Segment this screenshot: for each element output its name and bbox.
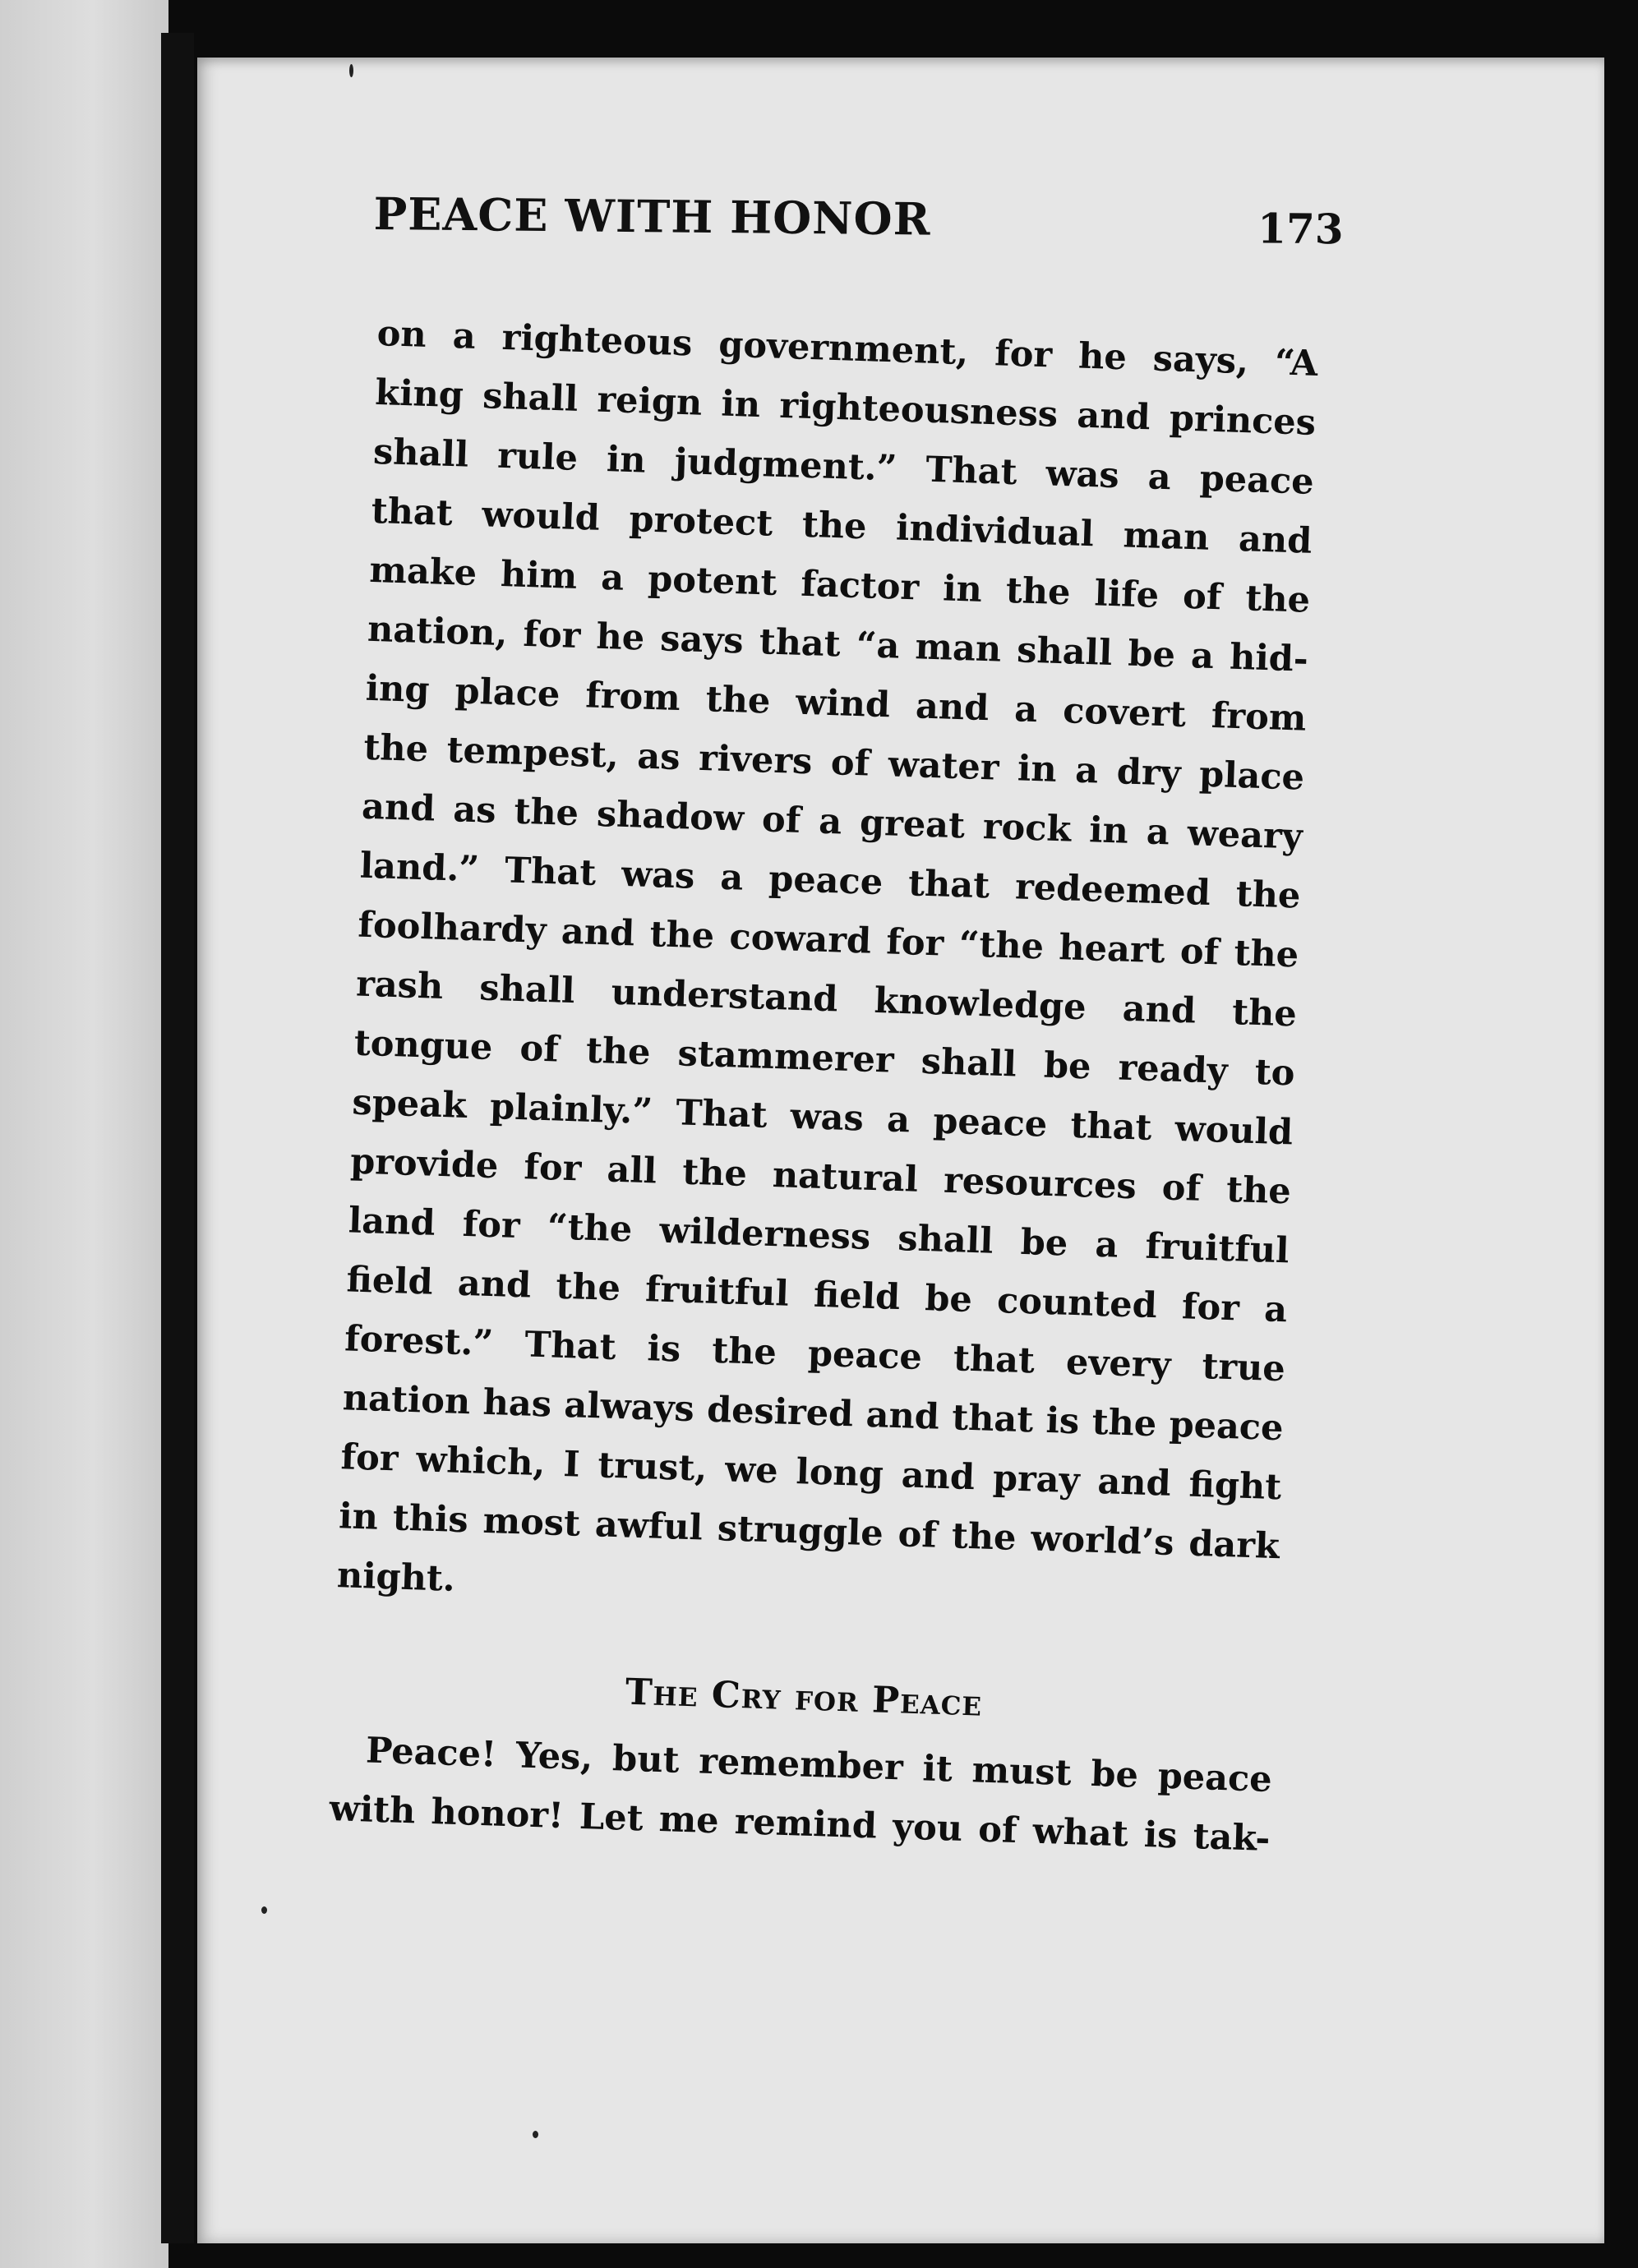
text-line: speak plainly.” That was a peace that would xyxy=(351,1081,1294,1154)
paragraph-1 xyxy=(336,304,1319,1635)
page-number: 173 xyxy=(1257,204,1344,254)
text-line: land for “the wilderness shall be a fruitful xyxy=(348,1200,1290,1272)
text-line: rash shall understand knowledge and the xyxy=(355,963,1298,1035)
text-line: and as the shadow of a great rock in a weary xyxy=(361,786,1303,858)
text-line: field and the fruitful field be counted for a xyxy=(345,1259,1288,1331)
scan-speck xyxy=(349,64,353,77)
text-line: the tempest, as rivers of water in a dry place xyxy=(362,726,1305,799)
text-line: foolhardy and the coward for “the heart of the xyxy=(357,904,1299,976)
text-line: in this most awful struggle of the world’s dark xyxy=(338,1496,1280,1568)
left-page-edge xyxy=(0,0,168,2268)
text-line: Peace! Yes, but remember it must be peace xyxy=(365,1730,1273,1801)
text-line: on a righteous government, for he says, “A xyxy=(376,312,1319,385)
text-line: provide for all the natural resources of the xyxy=(349,1141,1292,1213)
scan-speck xyxy=(261,1906,267,1914)
text-line: for which, I trust, we long and pray and fight xyxy=(339,1436,1282,1509)
text-line: land.” That was a peace that redeemed the xyxy=(359,845,1302,917)
text-line: night. xyxy=(336,1555,456,1600)
text-line: make him a potent factor in the life of the xyxy=(368,549,1311,621)
text-line: that would protect the individual man and xyxy=(371,490,1313,562)
text-line: tongue of the stammerer shall be ready to xyxy=(353,1022,1296,1095)
running-head-title: PEACE WITH HONOR xyxy=(373,187,931,246)
running-head xyxy=(373,187,1344,295)
text-line: forest.” That is the peace that every true xyxy=(344,1318,1286,1390)
text-block xyxy=(329,304,1319,1869)
text-line: nation has always desired and that is the peace xyxy=(342,1377,1285,1450)
book-gutter xyxy=(161,33,194,2243)
text-line: king shall reign in righteousness and princes xyxy=(374,371,1317,444)
text-line: nation, for he says that “a man shall be a hid- xyxy=(367,608,1309,680)
text-line: shall rule in judgment.” That was a peace xyxy=(372,431,1315,503)
scan-speck xyxy=(533,2131,538,2138)
right-scan-border xyxy=(1605,0,1638,2268)
text-line: with honor! Let me remind you of what is tak- xyxy=(329,1788,1271,1860)
text-line: ing place from the wind and a covert from xyxy=(365,667,1308,740)
section-heading: The Cry for Peace xyxy=(625,1671,983,1725)
